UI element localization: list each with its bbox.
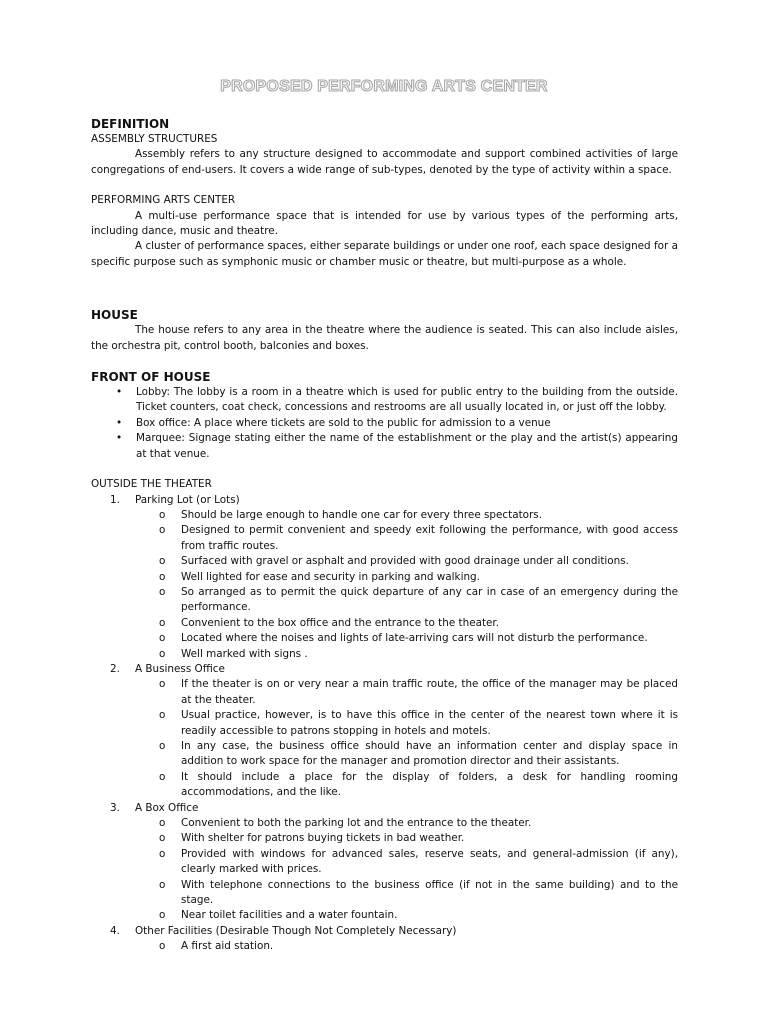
sub-item-text: Located where the noises and lights of late-arriving cars will not disturb the performance. xyxy=(181,632,648,645)
document-body xyxy=(91,116,678,955)
sub-item xyxy=(135,647,678,662)
circle-bullet-icon: o xyxy=(159,832,166,845)
circle-bullet-icon: o xyxy=(159,570,166,583)
front-of-house-heading: FRONT OF HOUSE xyxy=(91,370,211,385)
circle-bullet-icon: o xyxy=(159,817,166,830)
list-item-text: Lobby: The lobby is a room in a theatre which is used for public entry to the building from the outside. Ticket counters, coat check, concessions and restrooms are all usually located in, or just off the lobby. xyxy=(136,386,678,414)
sub-item-text: If the theater is on or very near a main traffic route, the office of the manager may be placed at the theater. xyxy=(181,678,678,706)
sub-item-text: Usual practice, however, is to have this office in the center of the nearest town where it is readily accessible to patrons stopping in hotels and motels. xyxy=(181,709,678,737)
sub-item-text: With telephone connections to the business office (if not in the same building) and to the stage. xyxy=(181,878,678,907)
sub-item xyxy=(135,523,678,554)
item-number: 3. xyxy=(110,801,120,814)
sub-item-text: Well marked with signs . xyxy=(181,647,308,660)
item-number: 4. xyxy=(110,924,120,937)
sub-item xyxy=(135,631,678,646)
list-item xyxy=(91,431,678,462)
circle-bullet-icon: o xyxy=(159,508,166,521)
spacer xyxy=(91,462,678,477)
circle-bullet-icon: o xyxy=(159,878,166,891)
sub-item-text: A first aid station. xyxy=(181,940,274,953)
sub-item xyxy=(135,739,678,770)
sub-item xyxy=(135,908,678,923)
sub-item-text: Designed to permit convenient and speedy exit following the performance, with good access from traffic routes. xyxy=(181,524,678,552)
item-label: Other Facilities (Desirable Though Not Completely Necessary) xyxy=(135,924,457,937)
circle-bullet-icon: o xyxy=(159,909,166,922)
sub-item xyxy=(135,554,678,569)
item-number: 2. xyxy=(110,662,120,675)
performing-arts-center-heading: PERFORMING ARTS CENTER xyxy=(91,194,236,207)
sub-item xyxy=(135,677,678,708)
sub-item xyxy=(135,816,678,831)
sub-item-text: It should include a place for the display of folders, a desk for handling rooming accommodations, and the like. xyxy=(181,770,678,799)
bullet-icon: • xyxy=(116,386,123,399)
list-item-text: Box office: A place where tickets are sold to the public for admission to a venue xyxy=(136,416,551,429)
sub-item xyxy=(135,770,678,801)
sub-item-text: Should be large enough to handle one car for every three spectators. xyxy=(181,508,542,521)
sub-item xyxy=(135,508,678,523)
house-heading: HOUSE xyxy=(91,308,138,323)
sub-list xyxy=(135,939,678,954)
numbered-item-parking-lot xyxy=(91,493,678,662)
sub-item xyxy=(135,585,678,616)
assembly-structures-heading: ASSEMBLY STRUCTURES xyxy=(91,133,218,145)
sub-item-text: In any case, the business office should have an information center and display space in addition to work space for the manager and promotion director and their assistants. xyxy=(181,740,678,768)
sub-item xyxy=(135,939,678,954)
sub-item-text: Convenient to the box office and the entrance to the theater. xyxy=(181,616,500,629)
circle-bullet-icon: o xyxy=(159,770,166,783)
sub-item xyxy=(135,847,678,878)
circle-bullet-icon: o xyxy=(159,647,166,660)
spacer xyxy=(91,270,678,292)
sub-list xyxy=(135,816,678,924)
sub-list xyxy=(135,677,678,800)
list-item xyxy=(91,416,678,431)
sub-item xyxy=(135,616,678,631)
item-label: A Box Office xyxy=(135,801,199,814)
circle-bullet-icon: o xyxy=(159,585,166,598)
document-title: PROPOSED PERFORMING ARTS CENTER xyxy=(220,78,548,95)
circle-bullet-icon: o xyxy=(159,940,166,953)
sub-item-text: Surfaced with gravel or asphalt and provided with good drainage under all conditions. xyxy=(181,555,629,568)
sub-item xyxy=(135,878,678,909)
front-of-house-list xyxy=(91,385,678,462)
sub-list xyxy=(135,508,678,662)
sub-item-text: With shelter for patrons buying tickets in bad weather. xyxy=(181,832,465,845)
item-label: Parking Lot (or Lots) xyxy=(135,493,240,506)
bullet-icon: • xyxy=(116,432,123,445)
sub-item xyxy=(135,708,678,739)
list-item-text: Marquee: Signage stating either the name of the establishment or the play and the artist(s) appearing at that venue. xyxy=(136,432,678,460)
performing-arts-center-paragraph-2: A cluster of performance spaces, either separate buildings or under one roof, each space designed for a specific purpose such as symphonic music or chamber music or theatre, but multi-purpose as a whole. xyxy=(91,240,678,268)
performing-arts-center-paragraph-1: A multi-use performance space that is intended for use by various types of the performing arts, including dance, music and theatre. xyxy=(91,209,678,238)
spacer xyxy=(91,178,678,193)
bullet-icon: • xyxy=(116,416,123,429)
numbered-item-other-facilities xyxy=(91,924,678,955)
sub-item-text: Well lighted for ease and security in parking and walking. xyxy=(181,570,480,583)
house-paragraph: The house refers to any area in the theatre where the audience is seated. This can also include aisles, the orchestra pit, control booth, balconies and boxes. xyxy=(91,324,678,352)
sub-item xyxy=(135,831,678,846)
sub-item-text: Provided with windows for advanced sales, reserve seats, and general-admission (if any), clearly marked with prices. xyxy=(181,847,678,876)
circle-bullet-icon: o xyxy=(159,678,166,691)
outside-the-theater-heading: OUTSIDE THE THEATER xyxy=(91,478,212,491)
definition-heading: DEFINITION xyxy=(91,117,170,131)
sub-item-text: Convenient to both the parking lot and the entrance to the theater. xyxy=(181,817,532,830)
sub-item-text: Near toilet facilities and a water fountain. xyxy=(181,909,398,922)
sub-item xyxy=(135,570,678,585)
circle-bullet-icon: o xyxy=(159,616,166,629)
circle-bullet-icon: o xyxy=(159,555,166,568)
numbered-item-box-office xyxy=(91,801,678,924)
spacer xyxy=(91,354,678,369)
spacer xyxy=(91,292,678,307)
circle-bullet-icon: o xyxy=(159,524,166,537)
numbered-item-business-office xyxy=(91,662,678,801)
list-item xyxy=(91,385,678,416)
circle-bullet-icon: o xyxy=(159,847,166,860)
outside-the-theater-list xyxy=(91,493,678,955)
sub-item-text: So arranged as to permit the quick departure of any car in case of an emergency during the performance. xyxy=(181,585,678,614)
circle-bullet-icon: o xyxy=(159,709,166,722)
circle-bullet-icon: o xyxy=(159,632,166,645)
item-number: 1. xyxy=(110,493,120,506)
assembly-structures-paragraph: Assembly refers to any structure designed to accommodate and support combined activities of large congregations of end-users. It covers a wide range of sub-types, denoted by the type of activity within a space. xyxy=(91,148,678,176)
circle-bullet-icon: o xyxy=(159,740,166,752)
item-label: A Business Office xyxy=(135,662,225,675)
